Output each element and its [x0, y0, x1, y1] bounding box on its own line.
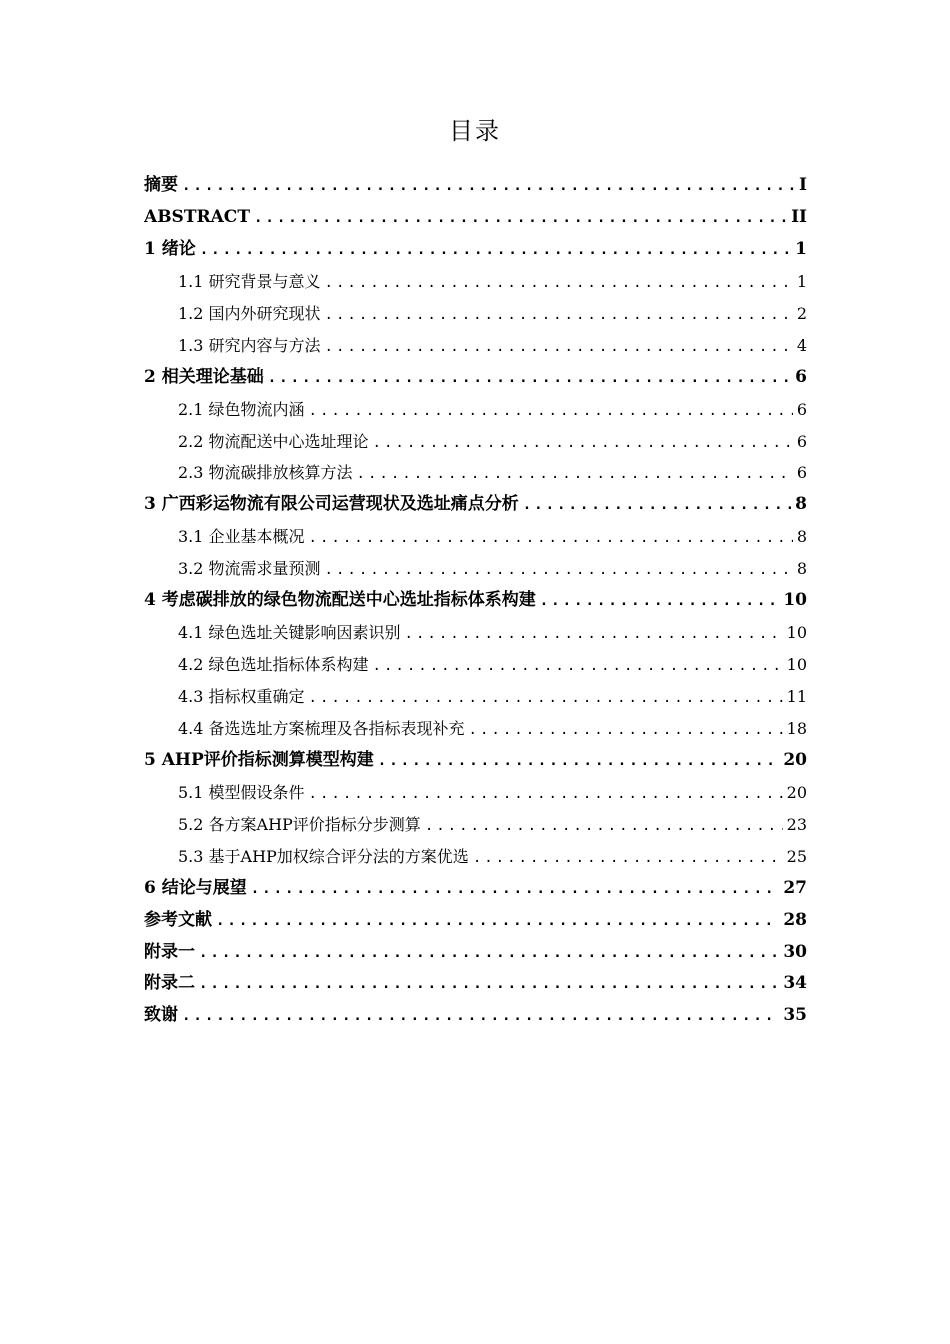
toc-entry-page: 6 — [795, 366, 807, 387]
toc-entry-chapter-4[interactable] — [144, 585, 807, 617]
toc-entry-page: 11 — [786, 687, 807, 706]
dot-leader — [199, 969, 779, 1000]
dot-leader — [357, 459, 793, 489]
dot-leader — [254, 203, 787, 234]
toc-entry-page: II — [791, 206, 807, 227]
dot-leader — [216, 906, 779, 937]
toc-entry-section-5-2[interactable] — [144, 809, 807, 841]
toc-entry-label: 2.1 绿色物流内涵 — [178, 399, 305, 419]
toc-entry-label: 1 绪论 — [144, 238, 196, 259]
dot-leader — [325, 268, 793, 298]
toc-entry-section-4-2[interactable] — [144, 649, 807, 681]
dot-leader — [523, 490, 791, 521]
dot-leader — [309, 683, 783, 713]
toc-entry-label: 5.1 模型假设条件 — [178, 782, 305, 802]
toc-entry-appendix-2[interactable] — [144, 968, 807, 1000]
toc-entry-page: 8 — [795, 494, 807, 515]
toc-entry-references[interactable] — [144, 905, 807, 937]
toc-entry-label: 1.1 研究背景与意义 — [178, 271, 321, 291]
toc-entry-page: 20 — [783, 749, 807, 770]
toc-entry-section-5-1[interactable] — [144, 777, 807, 809]
toc-entry-page: 6 — [796, 463, 807, 483]
toc-entry-page: I — [799, 175, 807, 195]
toc-entry-section-1-1[interactable] — [144, 266, 807, 298]
toc-entry-section-3-1[interactable] — [144, 521, 807, 553]
dot-leader — [251, 874, 780, 905]
toc-entry-page: 25 — [786, 846, 807, 866]
toc-entry-label: 4 考虑碳排放的绿色物流配送中心选址指标体系构建 — [144, 590, 536, 611]
dot-leader — [309, 779, 783, 809]
toc-entry-page: 34 — [783, 973, 807, 994]
toc-entry-section-2-3[interactable] — [144, 457, 807, 489]
dot-leader — [199, 938, 779, 969]
toc-entry-label: 1.3 研究内容与方法 — [178, 335, 321, 355]
toc-entry-label: 6 结论与展望 — [144, 877, 247, 898]
toc-entry-page: 8 — [796, 527, 807, 547]
toc-entry-label: 5 AHP评价指标测算模型构建 — [144, 749, 374, 770]
toc-entry-appendix-1[interactable] — [144, 937, 807, 969]
toc-entry-label: 致谢 — [144, 1005, 178, 1026]
dot-leader — [182, 171, 795, 202]
dot-leader — [469, 715, 783, 745]
toc-entry-label: 5.3 基于AHP加权综合评分法的方案优选 — [178, 846, 469, 866]
dot-leader — [325, 555, 793, 585]
toc-entry-label: 参考文献 — [144, 909, 212, 930]
dot-leader — [378, 746, 780, 777]
toc-entry-section-1-2[interactable] — [144, 298, 807, 330]
dot-leader — [182, 1001, 779, 1032]
dot-leader — [268, 363, 791, 394]
dot-leader — [373, 651, 783, 681]
toc-entry-section-4-3[interactable] — [144, 681, 807, 713]
toc-entry-page: 30 — [783, 941, 807, 962]
dot-leader — [405, 619, 783, 649]
toc-entry-page: 10 — [783, 590, 807, 611]
toc-entry-label: 4.1 绿色选址关键影响因素识别 — [178, 623, 401, 643]
toc-entry-label: 3.2 物流需求量预测 — [178, 559, 321, 579]
toc-entry-label: 4.3 指标权重确定 — [178, 687, 305, 706]
toc-entry-page: 2 — [796, 303, 807, 323]
toc-entry-label: 附录一 — [144, 941, 195, 962]
toc-entry-section-2-1[interactable] — [144, 394, 807, 426]
toc-entry-chapter-6[interactable] — [144, 873, 807, 905]
toc-entry-page: 8 — [796, 559, 807, 579]
toc-entry-page: 10 — [786, 655, 807, 675]
toc-entry-section-4-4[interactable] — [144, 713, 807, 745]
table-of-contents — [144, 170, 807, 1032]
toc-entry-page: 27 — [783, 877, 807, 898]
toc-entry-page: 20 — [786, 782, 807, 802]
toc-entry-abstract-cn[interactable] — [144, 170, 807, 202]
toc-entry-label: 4.4 备选选址方案梳理及各指标表现补充 — [178, 718, 465, 738]
toc-entry-chapter-5[interactable] — [144, 745, 807, 777]
toc-entry-section-3-2[interactable] — [144, 553, 807, 585]
toc-entry-label: 2.3 物流碳排放核算方法 — [178, 463, 353, 483]
toc-entry-section-5-3[interactable] — [144, 841, 807, 873]
dot-leader — [325, 332, 793, 362]
toc-entry-page: 1 — [795, 238, 807, 259]
toc-entry-abstract-en[interactable] — [144, 202, 807, 234]
toc-entry-label: 1.2 国内外研究现状 — [178, 303, 321, 323]
toc-entry-section-4-1[interactable] — [144, 617, 807, 649]
toc-entry-chapter-1[interactable] — [144, 234, 807, 266]
toc-entry-page: 18 — [786, 718, 807, 738]
dot-leader — [373, 428, 793, 458]
toc-entry-label: 3 广西彩运物流有限公司运营现状及选址痛点分析 — [144, 494, 519, 515]
toc-entry-label: 2.2 物流配送中心选址理论 — [178, 431, 369, 451]
toc-entry-page: 4 — [796, 335, 807, 355]
toc-entry-label: 3.1 企业基本概况 — [178, 527, 305, 547]
dot-leader — [473, 843, 783, 873]
toc-entry-label: ABSTRACT — [144, 206, 250, 227]
toc-entry-label: 4.2 绿色选址指标体系构建 — [178, 655, 369, 675]
dot-leader — [540, 586, 780, 617]
toc-entry-page: 6 — [796, 399, 807, 419]
toc-entry-section-2-2[interactable] — [144, 426, 807, 458]
toc-entry-label: 5.2 各方案AHP评价指标分步测算 — [178, 814, 421, 834]
toc-entry-page: 28 — [783, 909, 807, 930]
toc-entry-label: 2 相关理论基础 — [144, 366, 264, 387]
toc-entry-page: 10 — [786, 623, 807, 643]
dot-leader — [309, 396, 793, 426]
toc-entry-page: 1 — [796, 271, 807, 291]
toc-entry-chapter-3[interactable] — [144, 489, 807, 521]
dot-leader — [200, 235, 791, 266]
dot-leader — [325, 300, 793, 330]
toc-entry-acknowledgements[interactable] — [144, 1000, 807, 1032]
toc-entry-page: 35 — [783, 1005, 807, 1026]
toc-entry-label: 附录二 — [144, 973, 195, 994]
toc-entry-page: 6 — [796, 431, 807, 451]
dot-leader — [309, 523, 793, 553]
toc-entry-page: 23 — [786, 814, 807, 834]
toc-entry-section-1-3[interactable] — [144, 330, 807, 362]
toc-entry-chapter-2[interactable] — [144, 362, 807, 394]
toc-title: 目录 — [449, 117, 501, 145]
dot-leader — [425, 811, 783, 841]
toc-entry-label: 摘要 — [144, 175, 178, 195]
